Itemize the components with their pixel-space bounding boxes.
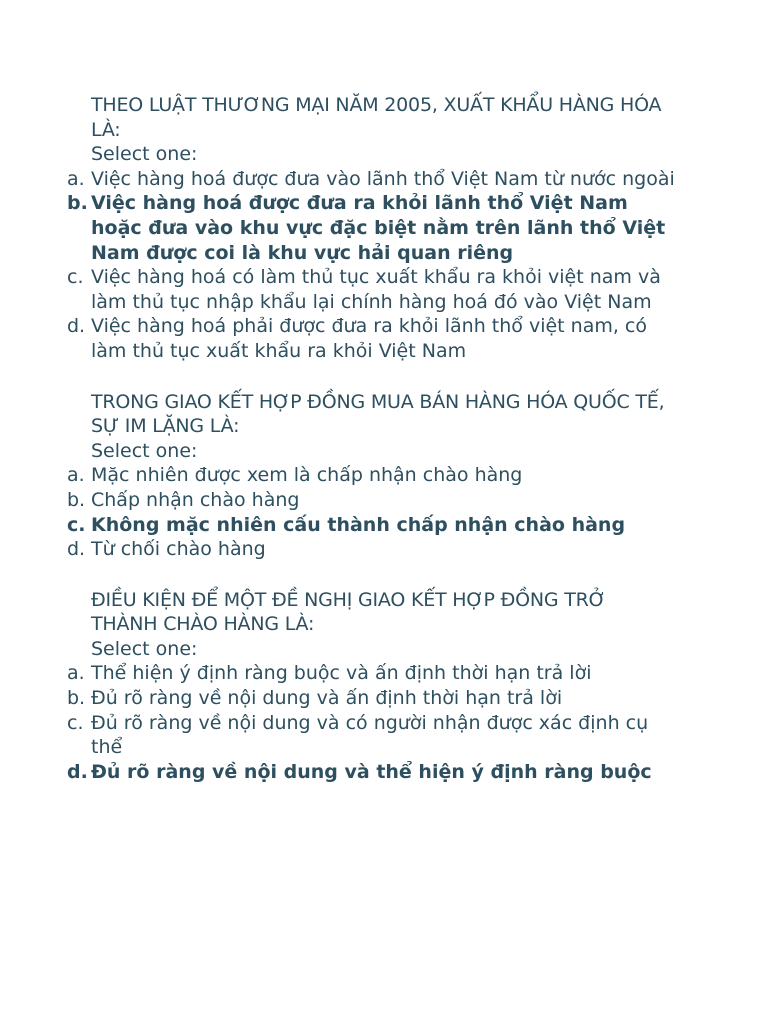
option-letter: d. <box>67 760 88 783</box>
option-text: Việc hàng hoá được đưa vào lãnh thổ Việt Nam từ nước ngoài <box>91 167 675 190</box>
option-text: Mặc nhiên được xem là chấp nhận chào hàng <box>91 464 523 487</box>
question-text: TRONG GIAO KẾT HỢP ĐỒNG MUA BÁN HÀNG HÓA QUỐC TẾ, SỰ IM LẶNG LÀ: <box>91 390 665 438</box>
option-letter: a. <box>67 662 85 685</box>
option-b[interactable] <box>0 686 768 711</box>
option-letter: b. <box>67 192 88 215</box>
document-page <box>0 93 768 810</box>
option-text: Đủ rõ ràng về nội dung và ấn định thời hạn trả lời <box>91 687 563 710</box>
option-text: Việc hàng hoá được đưa ra khỏi lãnh thổ Việt Nam hoặc đưa vào khu vực đặc biệt nằm trên lãnh thổ Việt Nam được coi là khu vực hải quan riêng <box>91 192 666 264</box>
option-text: Không mặc nhiên cấu thành chấp nhận chào hàng <box>91 513 626 536</box>
option-letter: b. <box>67 488 86 511</box>
option-letter: c. <box>67 711 84 734</box>
question-2 <box>0 390 768 562</box>
question-text: THEO LUẬT THƯƠNG MẠI NĂM 2005, XUẤT KHẨU HÀNG HÓA LÀ: <box>91 94 662 141</box>
option-c[interactable] <box>0 265 768 314</box>
option-letter: c. <box>67 513 86 536</box>
select-one-label: Select one: <box>91 143 198 166</box>
option-text: Việc hàng hoá phải được đưa ra khỏi lãnh thổ việt nam, có làm thủ tục xuất khẩu ra khỏi Việt Nam <box>91 315 648 362</box>
option-text: Đủ rõ ràng về nội dung và có người nhận được xác định cụ thể <box>91 711 649 759</box>
option-a[interactable] <box>0 167 768 192</box>
question-text: ĐIỀU KIỆN ĐỂ MỘT ĐỀ NGHỊ GIAO KẾT HỢP ĐỒNG TRỞ THÀNH CHÀO HÀNG LÀ: <box>91 588 606 636</box>
option-letter: c. <box>67 266 84 289</box>
option-c-selected[interactable] <box>0 513 768 538</box>
option-a[interactable] <box>0 661 768 686</box>
option-text: Chấp nhận chào hàng <box>91 488 300 511</box>
select-one-label: Select one: <box>91 637 198 660</box>
select-one-label: Select one: <box>91 439 198 462</box>
option-letter: b. <box>67 687 86 710</box>
question-3 <box>0 588 768 785</box>
option-letter: a. <box>67 167 85 190</box>
option-text: Đủ rõ ràng về nội dung và thể hiện ý định ràng buộc <box>91 760 652 783</box>
option-a[interactable] <box>0 463 768 488</box>
option-d[interactable] <box>0 537 768 562</box>
option-b[interactable] <box>0 488 768 513</box>
option-c[interactable] <box>0 711 768 760</box>
option-b-selected[interactable] <box>0 191 768 265</box>
option-letter: d. <box>67 315 86 338</box>
option-letter: a. <box>67 464 85 487</box>
option-text: Việc hàng hoá có làm thủ tục xuất khẩu ra khỏi việt nam và làm thủ tục nhập khẩu lại chính hàng hoá đó vào Việt Nam <box>91 266 661 313</box>
option-d[interactable] <box>0 314 768 363</box>
question-1 <box>0 93 768 364</box>
option-text: Từ chối chào hàng <box>91 538 266 561</box>
option-d-selected[interactable] <box>0 760 768 785</box>
option-text: Thể hiện ý định ràng buộc và ấn định thời hạn trả lời <box>91 662 592 685</box>
option-letter: d. <box>67 538 86 561</box>
